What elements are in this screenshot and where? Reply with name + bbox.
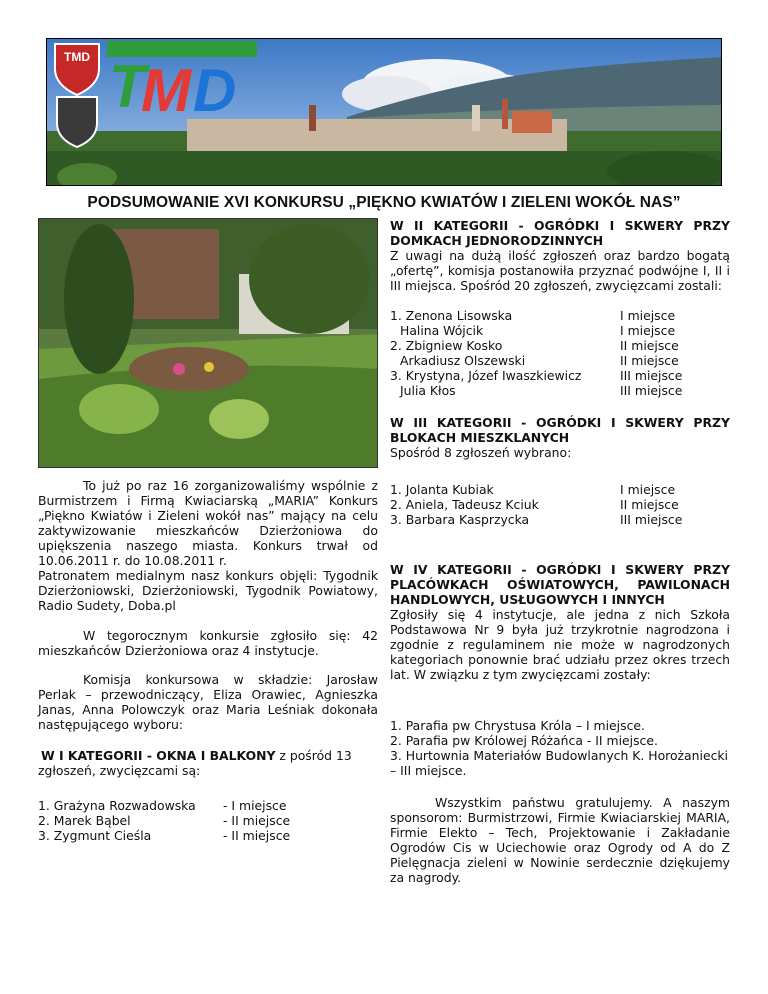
winner-place: I miejsce — [620, 308, 676, 323]
town-panorama-image — [47, 39, 722, 186]
participants-paragraph: W tegorocznym konkursie zgłosiło się: 42 mieszkańców Dzierżoniowa oraz 4 instytucje. — [38, 628, 378, 658]
brand-letter-d: D — [193, 57, 237, 124]
thanks-section — [390, 795, 730, 885]
garden-photo — [38, 218, 378, 468]
header-banner — [46, 38, 722, 186]
category-1-winners — [38, 798, 378, 843]
winner-place: - II miejsce — [223, 813, 291, 828]
category-1-section — [38, 748, 378, 778]
category-4-intro: Zgłosiły się 4 instytucje, ale jedna z nich Szkoła Podstawowa Nr 9 była już trzykrotnie nagrodzona i zgodnie z regulaminem nie może w nagrodzonych kategoriach ponownie brać udziału przez okres trzech lat. W związku z tym zwycięzcami zostały: — [390, 607, 730, 682]
category-2-intro: Z uwagi na dużą ilość zgłoszeń oraz bardzo bogatą „ofertę”, komisja postanowiła przyznać podwójne I, II i III miejsca. Spośród 20 zgłoszeń, zwycięzcami zostali: — [390, 248, 730, 293]
category-3-intro: Spośród 8 zgłoszeń wybrano: — [390, 445, 572, 460]
category-4-winners — [390, 718, 730, 778]
winner-place: I miejsce — [620, 323, 676, 338]
category-2-section — [390, 218, 730, 293]
winner-place: III miejsce — [620, 512, 683, 527]
winner-place: I miejsce — [620, 482, 676, 497]
category-1-heading: W I KATEGORII - OKNA I BALKONY — [41, 748, 276, 763]
winner-place: II miejsce — [620, 338, 679, 353]
winner-place: II miejsce — [620, 353, 679, 368]
winner-name: 2. Marek Bąbel — [38, 813, 131, 828]
category-4-section — [390, 562, 730, 682]
category-2-heading: W II KATEGORII - OGRÓDKI I SKWERY PRZY DOMKACH JEDNORODZINNYCH — [390, 218, 730, 248]
intro-section — [38, 478, 378, 613]
media-patrons-paragraph: Patronatem medialnym nasz konkurs objęli: Tygodnik Dzierżoniowski, Dzierżoniowski, Tygodnik Powiatowy, Radio Sudety, Doba.pl — [38, 568, 378, 613]
winner-name: Halina Wójcik — [400, 323, 484, 338]
page-title: PODSUMOWANIE XVI KONKURSU „PIĘKNO KWIATÓW I ZIELENI WOKÓŁ NAS” — [87, 194, 681, 211]
winner-name: 1. Grażyna Rozwadowska — [38, 798, 196, 813]
svg-text:TMD: TMD — [64, 50, 90, 64]
winner-place: II miejsce — [620, 497, 679, 512]
category-3-heading: W III KATEGORII - OGRÓDKI I SKWERY PRZY BLOKACH MIESZKLANYCH — [390, 415, 730, 445]
intro-paragraph: To już po raz 16 zorganizowaliśmy wspólnie z Burmistrzem i Firmą Kwiaciarską „MARIA” Konkurs „Piękno Kwiatów i Zieleni wokół nas” mający na celu zaktywizowanie mieszkańców Dzierżoniowa do upiększenia naszego miasta. Konkurs trwał od 10.06.2011 r. do 10.08.2011 r. — [38, 478, 378, 568]
winner-place: III miejsce — [620, 383, 683, 398]
winner-name: Julia Kłos — [400, 383, 456, 398]
thanks-paragraph: Wszystkim państwu gratulujemy. A naszym sponsorom: Burmistrzowi, Firmie Kwiaciarskiej MARIA, Firmie Elekto – Tech, Projektowanie i Zakładanie Ogrodów Cis w Uciechowie oraz Ogrody od A do Z Pielęgnacja zieleni w Nowinie serdecznie dziękujemy za nagrody. — [390, 795, 730, 885]
category-3-section — [390, 415, 730, 460]
winner-name: 2. Aniela, Tadeusz Kciuk — [390, 497, 539, 512]
brand-letter-m: M — [141, 57, 191, 124]
winner-name: 3. Barbara Kasprzycka — [390, 512, 530, 527]
winner-item: 3. Hurtownia Materiałów Budowlanych K. Horożaniecki – III miejsce. — [390, 748, 729, 778]
winner-place: - I miejsce — [223, 798, 287, 813]
winner-name: 1. Jolanta Kubiak — [390, 482, 494, 497]
brand-letter-t: T — [109, 53, 146, 120]
winner-name: 3. Krystyna, Józef Iwaszkiewicz — [390, 368, 582, 383]
winner-name: Arkadiusz Olszewski — [400, 353, 526, 368]
winner-name: 2. Zbigniew Kosko — [390, 338, 503, 353]
category-4-heading: W IV KATEGORII - OGRÓDKI I SKWERY PRZY PLACÓWKACH OŚWIATOWYCH, PAWILONACH HANDLOWYCH, USŁUGOWYCH I INNYCH — [390, 562, 730, 607]
category-2-winners — [390, 308, 730, 398]
winner-place: - II miejsce — [223, 828, 291, 843]
winner-name: 3. Zygmunt Cieśla — [38, 828, 152, 843]
committee-paragraph: Komisja konkursowa w składzie: Jarosław Perlak – przewodniczący, Eliza Orawiec, Agnieszka Janas, Anna Polowczyk oraz Maria Leśniak dokonała następującego wyboru: — [38, 672, 378, 732]
winner-name: 1. Zenona Lisowska — [390, 308, 513, 323]
category-3-winners — [390, 482, 730, 527]
winner-place: III miejsce — [620, 368, 683, 383]
category-1-intro: z pośród 13 zgłoszeń, zwycięzcami są: — [38, 748, 352, 778]
winner-item: 2. Parafia pw Królowej Różańca - II miejsce. — [390, 733, 658, 748]
winner-item: 1. Parafia pw Chrystusa Króla – I miejsce. — [390, 718, 645, 733]
town-coat-of-arms-icon — [57, 97, 97, 147]
